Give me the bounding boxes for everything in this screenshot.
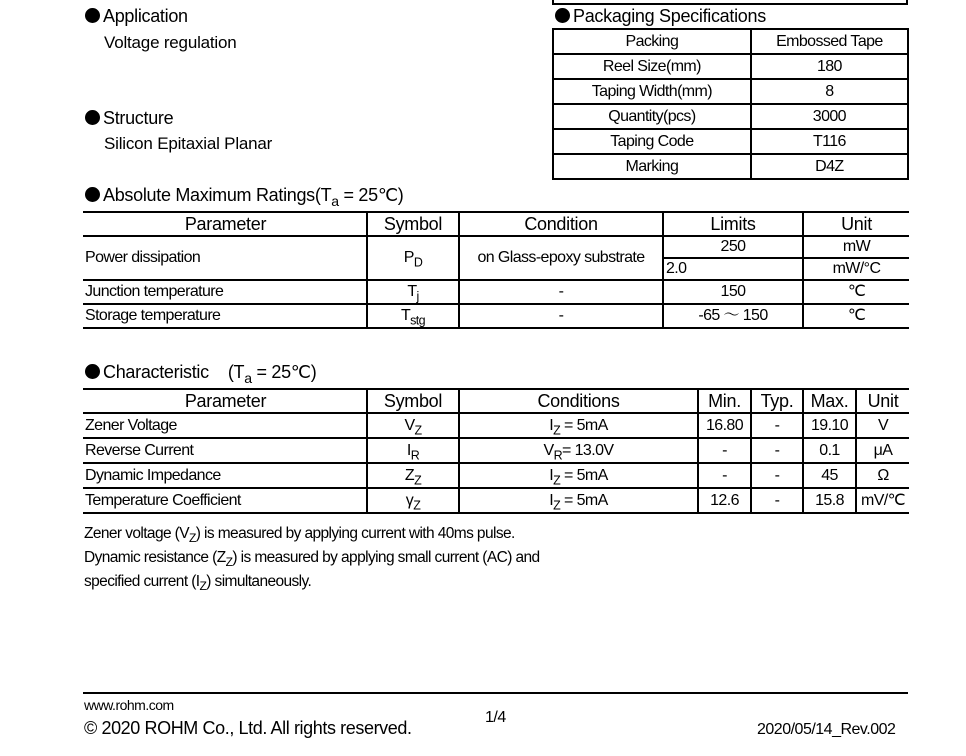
characteristic-table [83, 388, 909, 514]
packaging-label: Marking [553, 154, 751, 179]
footer-copyright: © 2020 ROHM Co., Ltd. All rights reserved. [84, 718, 412, 738]
symbol-sub: j [416, 289, 419, 304]
symbol [367, 463, 459, 488]
note-line [84, 523, 540, 547]
header-symbol: Symbol [367, 389, 459, 413]
cond-sub: a [244, 369, 252, 386]
param-junction: Junction temperature [83, 280, 367, 304]
note-sub: Z [199, 579, 207, 594]
abs-max-condition [314, 185, 404, 209]
unit-value: V [856, 413, 909, 438]
abs-max-heading [85, 185, 404, 209]
symbol [367, 413, 459, 438]
packaging-row [553, 29, 908, 54]
packaging-label: Taping Code [553, 129, 751, 154]
min-value: - [698, 463, 751, 488]
packaging-row [553, 104, 908, 129]
condition [459, 463, 698, 488]
header-parameter: Parameter [83, 389, 367, 413]
symbol-sub: Z [414, 472, 422, 487]
note-sub: Z [225, 555, 233, 570]
limit-junction: 150 [663, 280, 803, 304]
structure-text: Silicon Epitaxial Planar [104, 134, 273, 153]
symbol-main: T [407, 283, 417, 300]
cond-main: I [549, 466, 554, 484]
abs-max-table [83, 211, 909, 329]
note-a: specified current (I [84, 573, 200, 590]
packaging-row [553, 79, 908, 104]
condition [459, 438, 698, 463]
cond-sub: Z [553, 497, 561, 512]
cond-rest: = 5mA [560, 491, 608, 509]
bullet-icon [85, 110, 100, 125]
param-storage: Storage temperature [83, 304, 367, 328]
header-unit: Unit [856, 389, 909, 413]
condition-junction: - [459, 280, 663, 304]
param: Reverse Current [83, 438, 367, 463]
cond-rest: = 5mA [560, 466, 608, 484]
table-row [83, 280, 909, 304]
param-power: Power dissipation [83, 236, 367, 280]
cond-suffix: = 25℃) [251, 362, 317, 382]
typ-value: - [751, 413, 803, 438]
condition-power: on Glass-epoxy substrate [459, 236, 663, 280]
cond-main: V [543, 441, 554, 459]
cond-suffix: = 25℃) [338, 185, 404, 205]
symbol-sub: D [413, 255, 423, 270]
unit-power: mW [803, 236, 909, 258]
symbol-main: P [403, 249, 414, 266]
min-value: 12.6 [698, 488, 751, 513]
cond-sub: R [553, 447, 563, 462]
param: Temperature Coefficient [83, 488, 367, 513]
min-value: - [698, 438, 751, 463]
table-row [83, 488, 909, 513]
table-row [83, 304, 909, 328]
note-sub: Z [189, 531, 196, 546]
cond-main: I [549, 416, 554, 434]
bullet-icon [85, 187, 100, 202]
header-conditions: Conditions [459, 389, 698, 413]
table-row [83, 463, 909, 488]
cond-sub: Z [553, 422, 561, 437]
symbol [367, 438, 459, 463]
table-row [83, 413, 909, 438]
max-value: 19.10 [803, 413, 856, 438]
packaging-row [553, 54, 908, 79]
header-min: Min. [698, 389, 751, 413]
symbol-pd [367, 236, 459, 280]
symbol-sub: stg [410, 313, 426, 328]
note-b: ) simultaneously. [206, 573, 312, 590]
symbol-main: V [404, 416, 415, 434]
unit-value: mV/℃ [856, 488, 909, 513]
footer-revision: 2020/05/14_Rev.002 [757, 721, 896, 738]
structure-heading-text: Structure [103, 108, 174, 128]
application-text: Voltage regulation [104, 33, 237, 52]
max-value: 15.8 [803, 488, 856, 513]
typ-value: - [751, 438, 803, 463]
packaging-label: Taping Width(mm) [553, 79, 751, 104]
packaging-value: 8 [751, 79, 908, 104]
packaging-value: Embossed Tape [751, 29, 908, 54]
symbol-tj [367, 280, 459, 304]
note-b: ) is measured by applying small current (AC) and [232, 549, 540, 566]
note-line [84, 547, 540, 571]
characteristic-condition [227, 362, 317, 386]
bullet-icon [85, 8, 100, 23]
packaging-label: Reel Size(mm) [553, 54, 751, 79]
param: Zener Voltage [83, 413, 367, 438]
cond-prefix: (T [227, 362, 245, 382]
limit-power: 250 [663, 236, 803, 258]
packaging-label: Quantity(pcs) [553, 104, 751, 129]
header-max: Max. [803, 389, 856, 413]
packaging-row [553, 154, 908, 179]
previous-section-box [552, 0, 908, 5]
symbol-main: I [406, 441, 411, 459]
unit-junction: ℃ [803, 280, 909, 304]
cond-prefix: (T [314, 185, 332, 205]
packaging-heading [555, 6, 766, 27]
condition [459, 488, 698, 513]
header-typ: Typ. [751, 389, 803, 413]
footer-url: www.rohm.com [84, 697, 174, 713]
characteristic-heading [85, 362, 317, 386]
bullet-icon [85, 364, 100, 379]
note-a: Zener voltage (V [84, 525, 189, 542]
application-heading-text: Application [103, 6, 188, 26]
symbol-main: γ [405, 491, 414, 509]
packaging-value: 3000 [751, 104, 908, 129]
notes [84, 523, 540, 595]
unit-storage: ℃ [803, 304, 909, 328]
application-heading [85, 6, 188, 27]
header-unit: Unit [803, 212, 909, 236]
condition [459, 413, 698, 438]
symbol [367, 488, 459, 513]
cond-rest: = 5mA [560, 416, 608, 434]
param: Dynamic Impedance [83, 463, 367, 488]
symbol-main: T [400, 307, 411, 324]
table-row [83, 438, 909, 463]
packaging-row [553, 129, 908, 154]
note-line [84, 571, 540, 595]
packaging-label: Packing [553, 29, 751, 54]
min-value: 16.80 [698, 413, 751, 438]
header-parameter: Parameter [83, 212, 367, 236]
packaging-value: D4Z [751, 154, 908, 179]
header-limits: Limits [663, 212, 803, 236]
header-condition: Condition [459, 212, 663, 236]
cond-sub: a [331, 192, 339, 209]
packaging-value: T116 [751, 129, 908, 154]
packaging-table [552, 28, 909, 180]
symbol-tstg [367, 304, 459, 328]
table-row [83, 236, 909, 258]
unit-value: μA [856, 438, 909, 463]
typ-value: - [751, 488, 803, 513]
bullet-icon [555, 8, 570, 23]
page-number: 1/4 [485, 709, 506, 726]
condition-storage: - [459, 304, 663, 328]
limit-storage: -65 ～ 150 [663, 304, 803, 328]
characteristic-heading-text: Characteristic [103, 362, 209, 382]
symbol-sub: R [410, 447, 420, 462]
packaging-value: 180 [751, 54, 908, 79]
note-b: ) is measured by applying current with 40ms pulse. [195, 525, 515, 542]
symbol-main: Z [404, 466, 415, 484]
max-value: 45 [803, 463, 856, 488]
footer-divider [83, 692, 908, 694]
cond-sub: Z [553, 472, 561, 487]
limit-derating: 2.0 [663, 258, 803, 280]
structure-heading [85, 108, 173, 129]
max-value: 0.1 [803, 438, 856, 463]
cond-rest: = 13.0V [562, 441, 614, 459]
cond-main: I [549, 491, 554, 509]
typ-value: - [751, 463, 803, 488]
symbol-sub: Z [414, 422, 422, 437]
packaging-heading-text: Packaging Specifications [573, 6, 766, 26]
note-a: Dynamic resistance (Z [84, 549, 226, 566]
unit-value: Ω [856, 463, 909, 488]
header-symbol: Symbol [367, 212, 459, 236]
unit-derating: mW/°C [803, 258, 909, 280]
abs-max-heading-text: Absolute Maximum Ratings [103, 185, 315, 205]
symbol-sub: Z [413, 497, 421, 512]
